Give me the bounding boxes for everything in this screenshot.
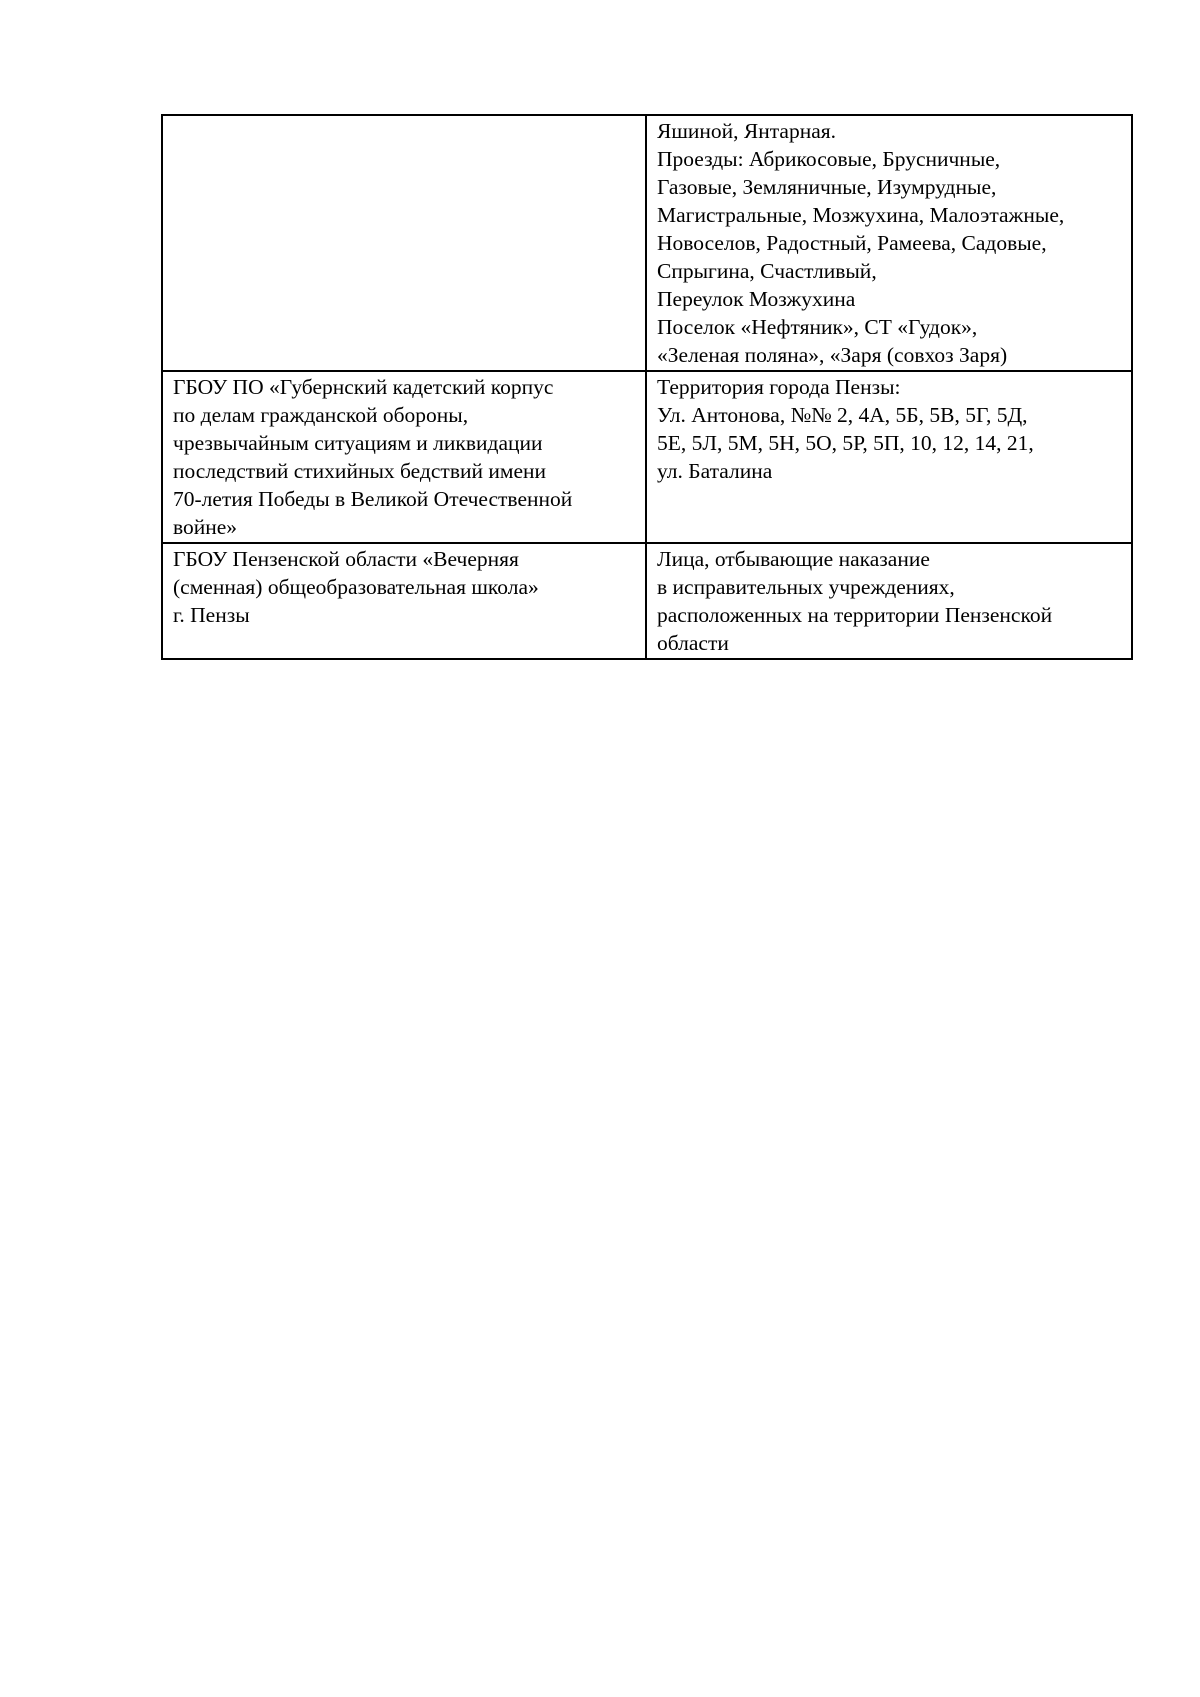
institution-line: 70-летия Победы в Великой Отечественной: [173, 487, 573, 511]
institution-line: по делам гражданской обороны,: [173, 403, 469, 427]
institution-line: (сменная) общеобразовательная школа»: [173, 575, 539, 599]
institution-cell: [162, 543, 646, 659]
territory-line: Новоселов, Радостный, Рамеева, Садовые,: [657, 231, 1047, 255]
territory-line: Яшиной, Янтарная.: [657, 119, 837, 143]
territory-line: Спрыгина, Счастливый,: [657, 259, 877, 283]
institution-cell: [162, 115, 646, 371]
territory-cell: [646, 543, 1132, 659]
territory-line: расположенных на территории Пензенской: [657, 603, 1053, 627]
territory-cell: [646, 371, 1132, 543]
institution-line: ГБОУ Пензенской области «Вечерняя: [173, 547, 519, 571]
institution-line: войне»: [173, 515, 238, 539]
table-row: [162, 115, 1132, 371]
territory-line: области: [657, 631, 729, 655]
territory-line: «Зеленая поляна», «Заря (совхоз Заря): [657, 343, 1008, 367]
assignment-table: [161, 114, 1133, 660]
territory-line: Магистральные, Мозжухина, Малоэтажные,: [657, 203, 1065, 227]
institution-line: г. Пензы: [173, 603, 250, 627]
institution-line: ГБОУ ПО «Губернский кадетский корпус: [173, 375, 554, 399]
territory-line: Лица, отбывающие наказание: [657, 547, 930, 571]
institution-line: последствий стихийных бедствий имени: [173, 459, 547, 483]
territory-line: Проезды: Абрикосовые, Брусничные,: [657, 147, 1001, 171]
territory-line: Ул. Антонова, №№ 2, 4А, 5Б, 5В, 5Г, 5Д,: [657, 403, 1028, 427]
territory-line: 5Е, 5Л, 5М, 5Н, 5О, 5Р, 5П, 10, 12, 14, 21,: [657, 431, 1034, 455]
territory-line: ул. Баталина: [657, 459, 773, 483]
territory-line: Переулок Мозжухина: [657, 287, 856, 311]
territory-line: в исправительных учреждениях,: [657, 575, 955, 599]
table-row: [162, 371, 1132, 543]
territory-cell: [646, 115, 1132, 371]
institution-cell: [162, 371, 646, 543]
territory-line: Газовые, Земляничные, Изумрудные,: [657, 175, 997, 199]
territory-line: Поселок «Нефтяник», СТ «Гудок»,: [657, 315, 978, 339]
table-row: [162, 543, 1132, 659]
territory-line: Территория города Пензы:: [657, 375, 901, 399]
institution-line: чрезвычайным ситуациям и ликвидации: [173, 431, 543, 455]
